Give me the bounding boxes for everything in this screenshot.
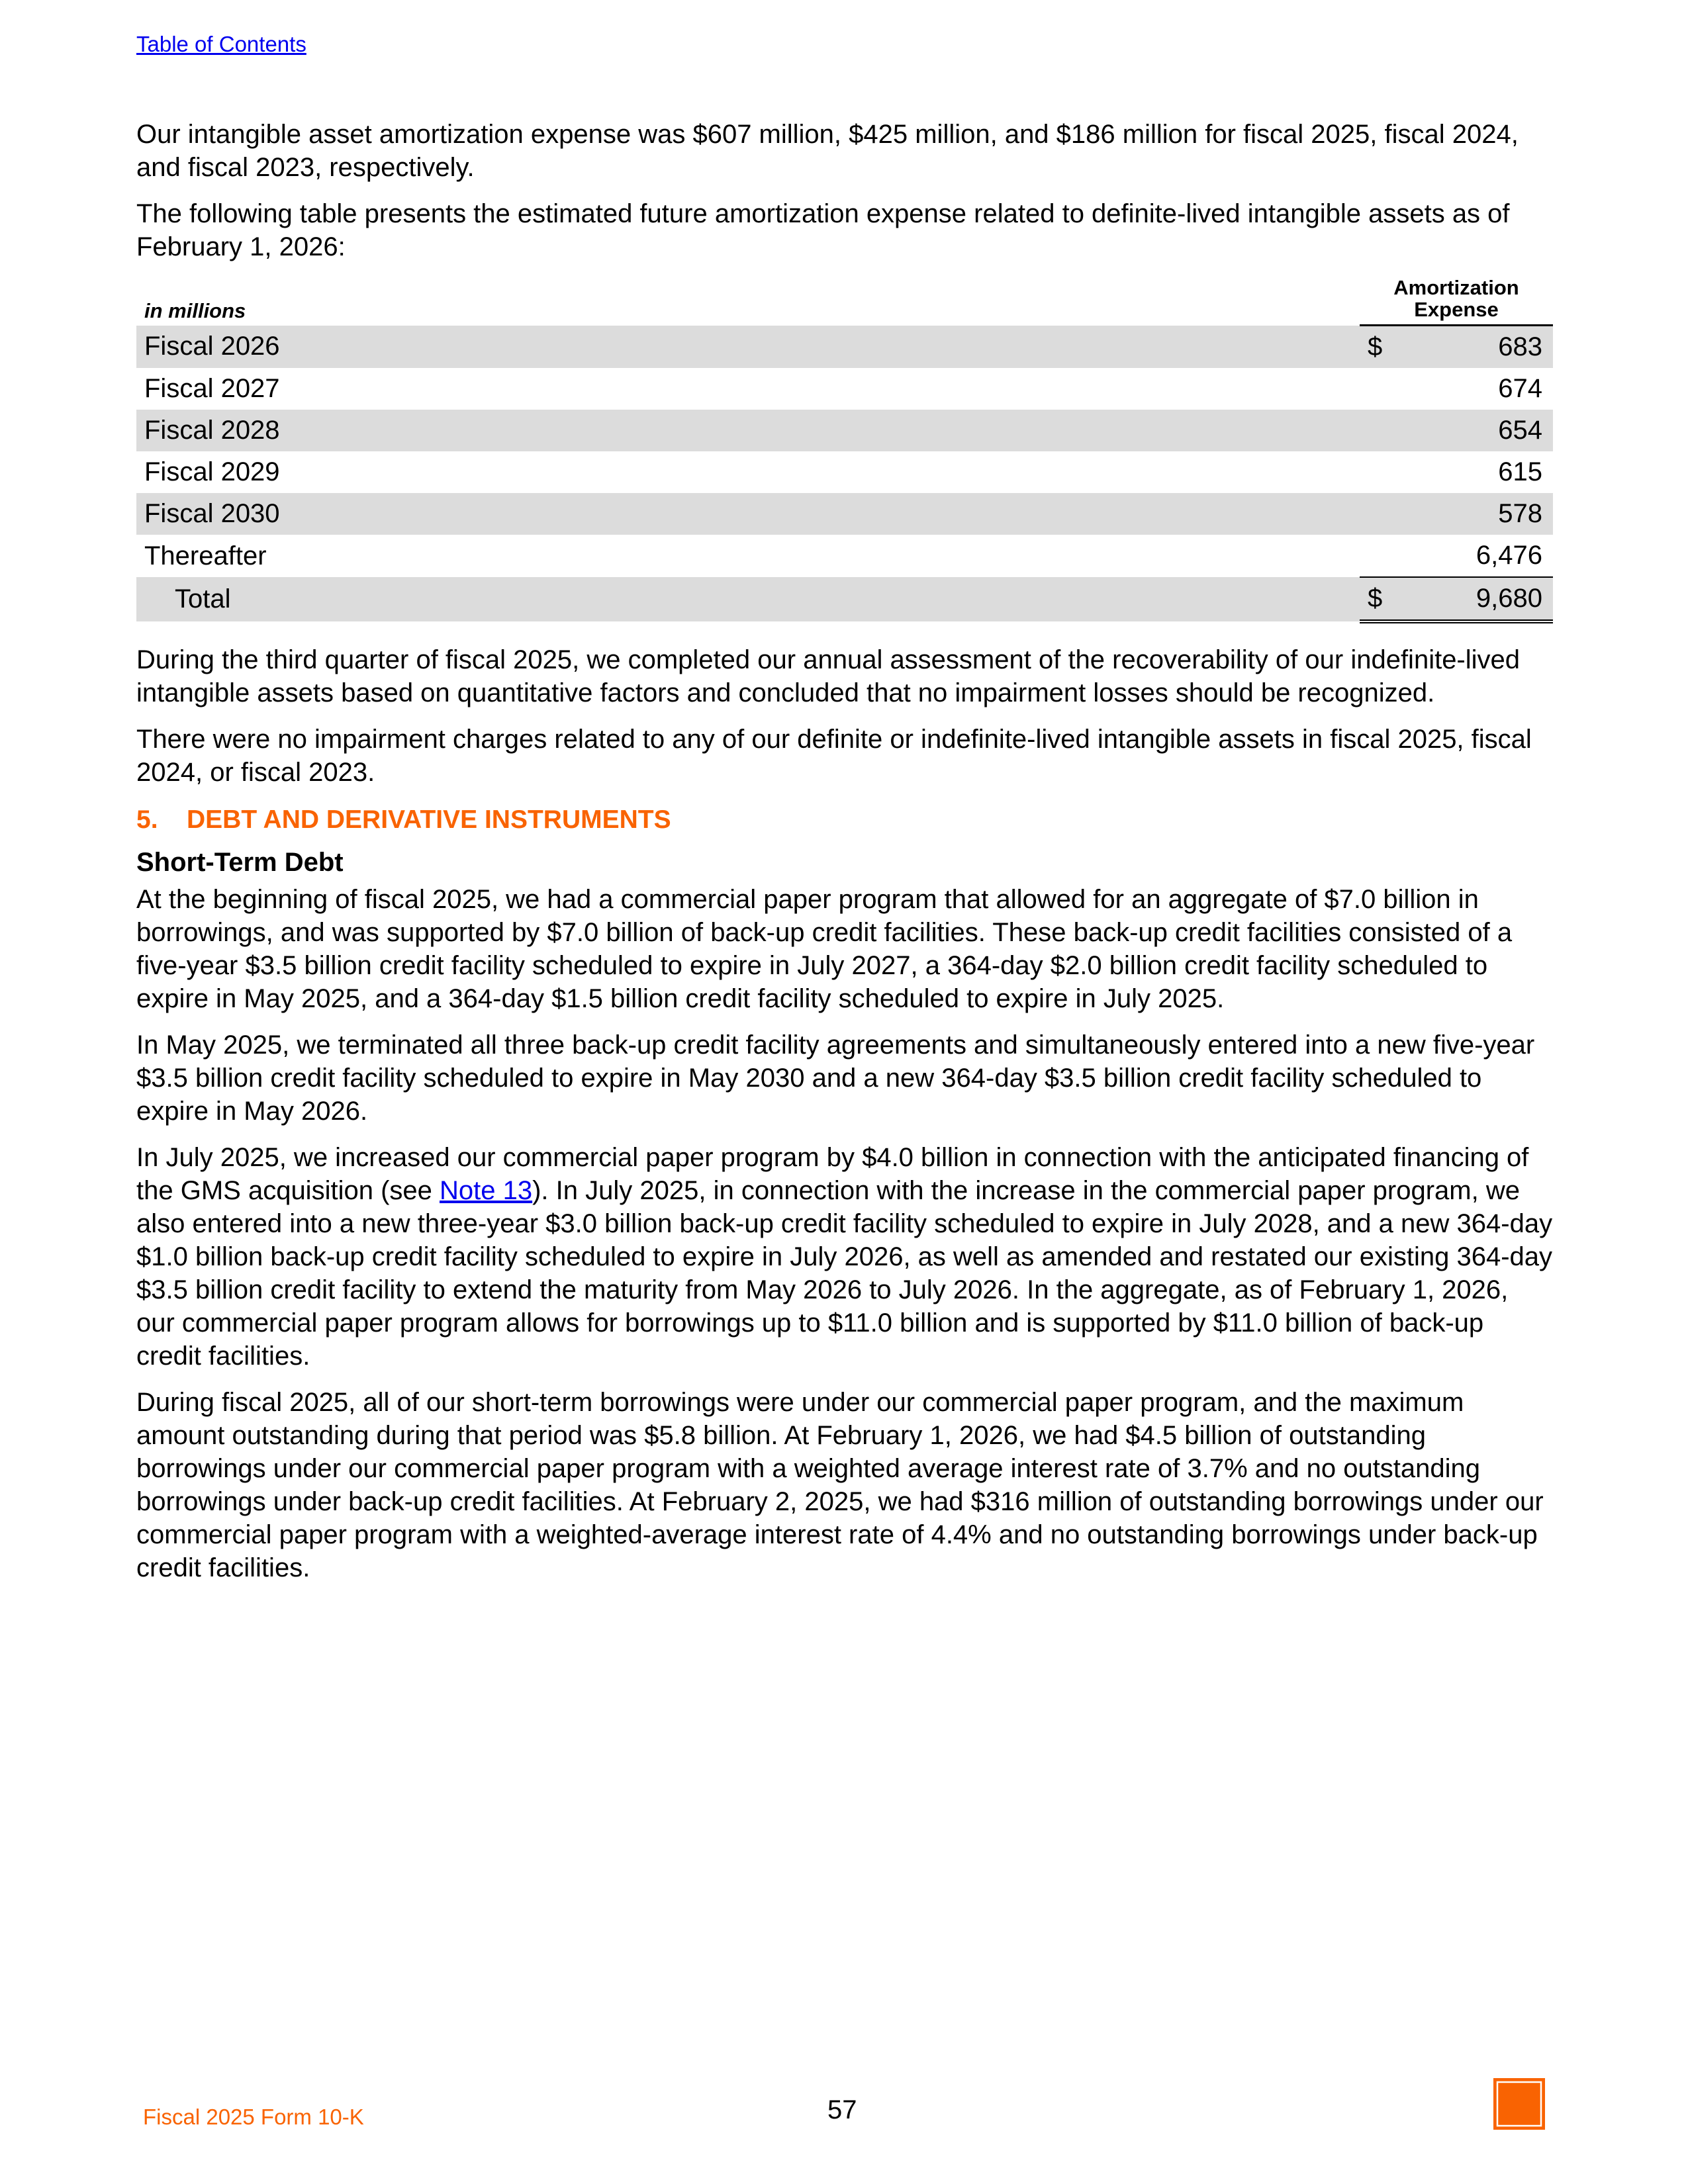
- paragraph-text: ). In July 2025, in connection with the increase in the commercial paper program, we also entered into a new three-year $3.0 billion back-up credit facility scheduled to expire in July 2028, and a new 364-day $1.0 billion back-up credit facility scheduled to expire in July 2026, as well as amended and restated our existing 364-day $3.5 billion credit facility to extend the maturity from May 2026 to July 2026. In the aggregate, as of February 1, 2026, our commercial paper program allows for borrowings up to $11.0 billion and is supported by $11.0 billion of back-up credit facilities.: [136, 1176, 1553, 1371]
- row-label: Fiscal 2029: [144, 457, 280, 486]
- total-label: Total: [136, 577, 1360, 621]
- row-value: 6,476: [1401, 535, 1553, 577]
- row-value: 615: [1498, 457, 1542, 486]
- currency-symbol: $: [1360, 326, 1401, 369]
- row-label: Thereafter: [144, 541, 267, 570]
- short-term-borrowings-paragraph: During fiscal 2025, all of our short-term borrowings were under our commercial paper program, and the maximum amount outstanding during that period was $5.8 billion. At February 1, 2026, we had $4.5 billion of outstanding borrowings under our commercial paper program with a weighted average interest rate of 3.7% and no outstanding borrowings under back-up credit facilities. At February 2, 2025, we had $316 million of outstanding borrowings under our commercial paper program with a weighted-average interest rate of 4.4% and no outstanding borrowings under back-up credit facilities.: [136, 1388, 1544, 1582]
- total-row: [136, 577, 1553, 621]
- subsection-heading: Short-Term Debt: [136, 848, 344, 877]
- no-impairment-paragraph: There were no impairment charges related to any of our definite or indefinite-lived intangible assets in fiscal 2025, fiscal 2024, or fiscal 2023.: [136, 725, 1532, 787]
- section-number: 5.: [136, 805, 158, 834]
- total-value: 9,680: [1401, 577, 1553, 621]
- amortization-table: [136, 277, 1553, 623]
- table-row: [136, 368, 1553, 410]
- currency-symbol: [1360, 535, 1401, 577]
- row-value: 654: [1401, 410, 1553, 451]
- row-value: 674: [1498, 374, 1542, 403]
- table-row: [136, 535, 1553, 577]
- currency-symbol: [1360, 368, 1401, 410]
- paragraph-text: In July 2025, we increased our commercial paper program by $4.0 billion in connection with the anticipated financing of the GMS acquisition (see: [136, 1143, 1529, 1205]
- currency-symbol: $: [1360, 577, 1401, 621]
- commercial-paper-paragraph: At the beginning of fiscal 2025, we had a commercial paper program that allowed for an aggregate of $7.0 billion in borrowings, and was supported by $7.0 billion of back-up credit facilities. These back-up credit facilities consisted of a five-year $3.5 billion credit facility scheduled to expire in July 2027, a 364-day $2.0 billion credit facility scheduled to expire in May 2025, and a 364-day $1.5 billion credit facility scheduled to expire in July 2025.: [136, 885, 1513, 1013]
- currency-symbol: [1360, 410, 1401, 451]
- table-row: [136, 451, 1553, 493]
- section-title: DEBT AND DERIVATIVE INSTRUMENTS: [187, 805, 671, 834]
- program-increase-paragraph: [136, 1141, 1553, 1373]
- row-label: Fiscal 2028: [136, 410, 1360, 451]
- column-header-line-1: Amortization: [1393, 276, 1519, 299]
- page-content: [136, 118, 1553, 1598]
- row-label: Fiscal 2027: [144, 374, 280, 403]
- amortization-expense-paragraph: Our intangible asset amortization expense was $607 million, $425 million, and $186 million for fiscal 2025, fiscal 2024, and fiscal 2023, respectively.: [136, 120, 1519, 182]
- credit-facility-termination-paragraph: In May 2025, we terminated all three back-up credit facility agreements and simultaneously entered into a new five-year $3.5 billion credit facility scheduled to expire in May 2030 and a new 364-day $3.5 billion credit facility scheduled to expire in May 2026.: [136, 1030, 1535, 1126]
- page-number: 57: [827, 2095, 857, 2124]
- table-of-contents-link[interactable]: Table of Contents: [136, 32, 306, 56]
- impairment-assessment-paragraph: During the third quarter of fiscal 2025, we completed our annual assessment of the recoverability of our indefinite-lived intangible assets based on quantitative factors and concluded that no impairment losses should be recognized.: [136, 645, 1521, 707]
- table-row: [136, 326, 1553, 369]
- amortization-expense-header: [1360, 277, 1553, 326]
- table-row: [136, 410, 1553, 451]
- row-value: 683: [1401, 326, 1553, 369]
- row-value: 578: [1401, 493, 1553, 535]
- section-heading: [136, 803, 1553, 837]
- column-header-line-2: Expense: [1414, 298, 1499, 321]
- currency-symbol: [1360, 493, 1401, 535]
- currency-symbol: [1360, 451, 1401, 493]
- table-row: [136, 493, 1553, 535]
- home-depot-logo: [1493, 2078, 1545, 2130]
- note-13-link[interactable]: Note 13: [440, 1176, 533, 1205]
- footer-form-label: Fiscal 2025 Form 10-K: [143, 2105, 364, 2129]
- table-intro-paragraph: The following table presents the estimated future amortization expense related to definite-lived intangible assets as of February 1, 2026:: [136, 199, 1510, 261]
- unit-label: in millions: [144, 298, 246, 322]
- row-label: Fiscal 2030: [136, 493, 1360, 535]
- table-header-row: [136, 277, 1553, 326]
- row-label: Fiscal 2026: [136, 326, 1360, 369]
